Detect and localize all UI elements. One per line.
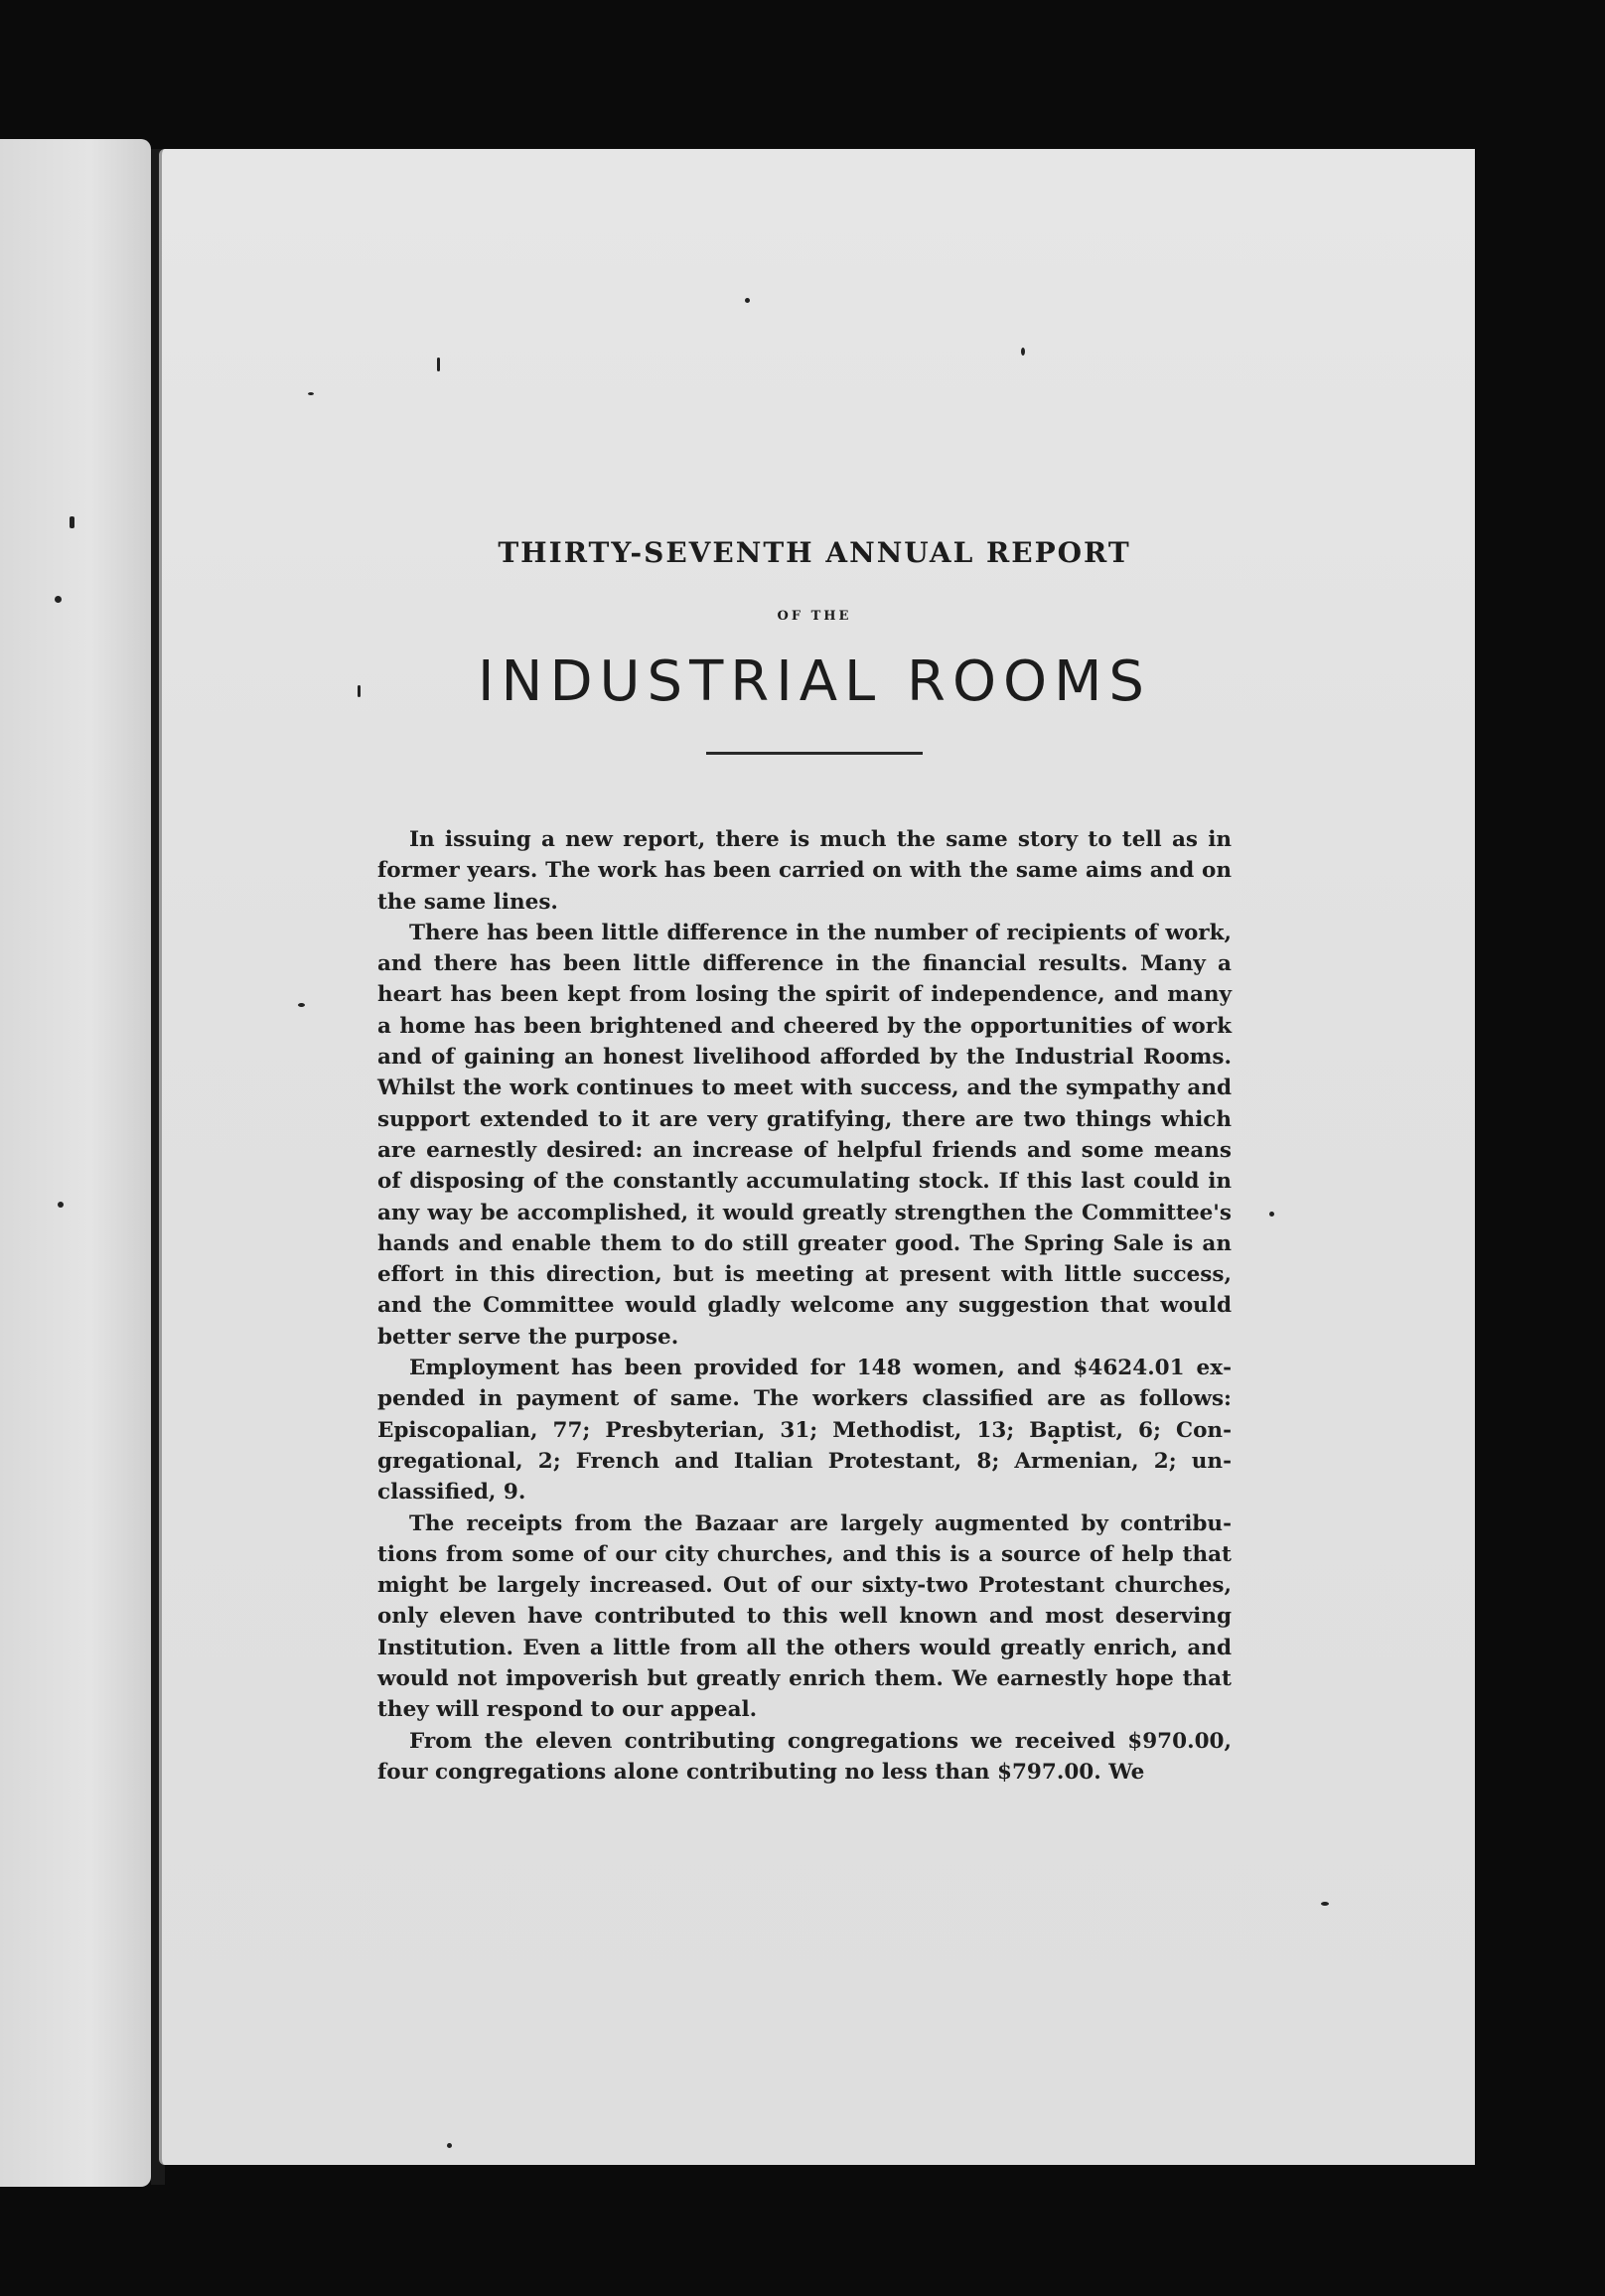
report-title: INDUSTRIAL ROOMS — [478, 649, 1151, 714]
scan-speck — [1321, 1902, 1329, 1906]
report-kicker: THIRTY-SEVENTH ANNUAL REPORT — [498, 536, 1131, 569]
scan-speck — [745, 298, 750, 303]
paragraph-bazaar: The receipts from the Bazaar are largely augmented by contributions from some of our city churches, and this is a source of help that might be largely increased. Out of our sixty-two Protestant churches, only eleven have contributed to this well known and most deserving Institution. Even a little from all the others would greatly enrich, and would not impoverish but greatly enrich them. We earnestly hope that they will respond to our appeal. — [377, 1510, 1232, 1723]
report-body — [377, 824, 1232, 1788]
paragraph-contributions: From the eleven contributing congregations we received $970.00, four congregations alone contributing no less than $797.00. We — [377, 1728, 1232, 1785]
scan-speck — [70, 516, 74, 528]
report-of-the: OF THE — [777, 609, 852, 624]
paragraph-results: There has been little difference in the number of recipients of work, and there has been little difference in the financial results. Many a heart has been kept from losing the spirit of independence, and many a home has been brightened and cheered by the opportunities of work and of gaining an honest livelihood afforded by the Industrial Rooms. Whilst the work continues to meet with success, and the sympathy and support extended to it are very gratifying, there are two things which are earnestly desired: an increase of helpful friends and some means of disposing of the constantly accumulating stock. If this last could in any way be accomplished, it would greatly strengthen the Committee's hands and enable them to do still greater good. The Spring Sale is an effort in this direction, but is meeting at present with little success, and the Committee would gladly welcome any suggestion that would better serve the purpose. — [377, 920, 1232, 1350]
paragraph-intro: In issuing a new report, there is much the same story to tell as in former years. The work has been carried on with the same aims and on the same lines. — [377, 827, 1232, 915]
left-page-edge — [0, 139, 151, 2187]
scan-speck — [58, 1202, 64, 1208]
scan-speck — [298, 1003, 305, 1007]
scan-speck — [437, 358, 440, 371]
scan-speck — [1269, 1212, 1274, 1217]
title-rule — [706, 752, 923, 755]
scan-speck — [1021, 348, 1025, 356]
scan-speck — [308, 392, 314, 395]
paragraph-employment: Employment has been provided for 148 women, and $4624.01 expended in payment of same. The workers classified are as follows: Episcopalian, 77; Presbyterian, 31; Methodist, 13; Baptist, 6; Congregational, 2; French and Italian Protestant, 8; Armenian, 2; unclassified, 9. — [377, 1356, 1232, 1506]
scan-speck — [447, 2143, 452, 2148]
scan-speck — [55, 596, 62, 603]
report-header — [318, 536, 1311, 755]
